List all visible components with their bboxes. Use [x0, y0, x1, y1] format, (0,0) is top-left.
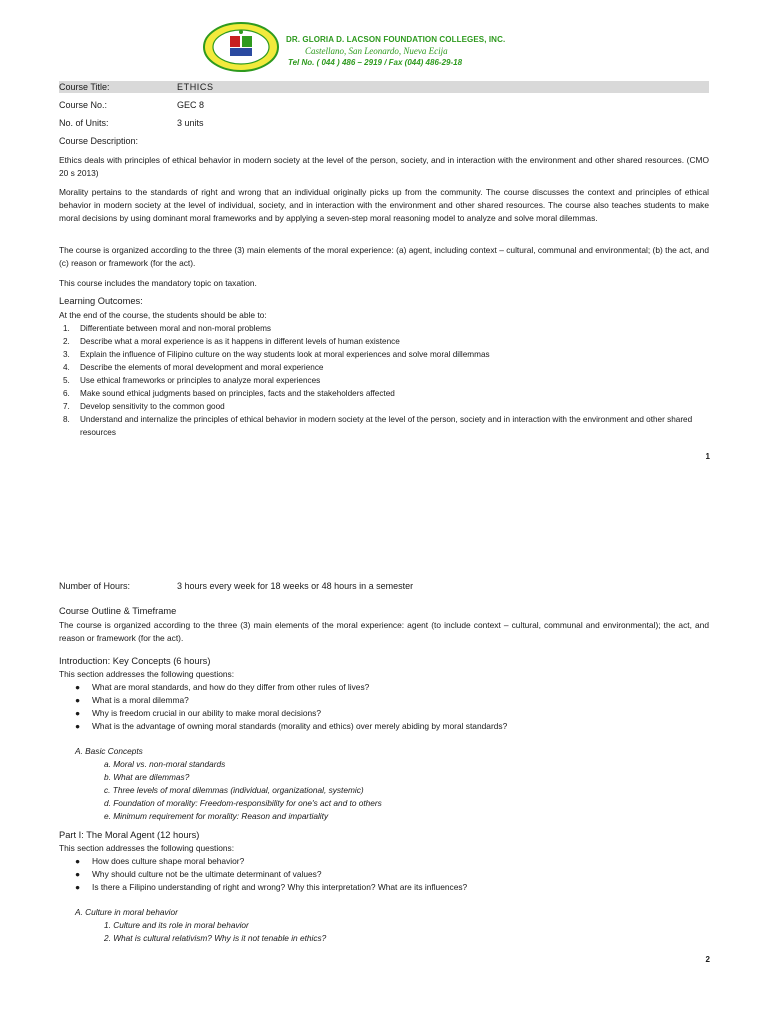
institution-name: DR. GLORIA D. LACSON FOUNDATION COLLEGES, INC.	[286, 35, 506, 44]
basic-concepts-item: c. Three levels of moral dilemmas (individual, organizational, systemic)	[104, 785, 364, 795]
description-paragraph-1: Ethics deals with principles of ethical behavior in modern society at the level of the person, society, and in interaction with the environment and other shared resources. (CMO 20 s 2013)	[59, 155, 709, 178]
units-label: No. of Units:	[59, 118, 109, 128]
course-title-value: ETHICS	[177, 82, 214, 92]
units-value: 3 units	[177, 118, 204, 128]
description-paragraph-4: This course includes the mandatory topic on taxation.	[59, 278, 257, 288]
basic-concepts-item: d. Foundation of morality: Freedom-responsibility for one's act and to others	[104, 798, 382, 808]
institution-address: Castellano, San Leonardo, Nueva Ecija	[305, 46, 448, 56]
culture-item: 2. What is cultural relativism? Why is it not tenable in ethics?	[104, 933, 327, 943]
hours-label: Number of Hours:	[59, 581, 131, 591]
learning-outcomes-heading: Learning Outcomes:	[59, 296, 143, 306]
college-logo	[203, 22, 279, 72]
description-paragraph-2: Morality pertains to the standards of right and wrong that an individual originally picks up from the community. The course discusses the context and principles of ethical behavior in modern society at the level of individual, society, and in interaction with the environment and other shared resources. The course also teaches students to make moral decisions by using dominant moral frameworks and by applying a seven-step moral reasoning model to analyze and solve moral dilemmas.	[59, 187, 709, 223]
course-title-label: Course Title:	[59, 82, 110, 92]
course-no-label: Course No.:	[59, 100, 108, 110]
basic-concepts-item: e. Minimum requirement for morality: Reason and impartiality	[104, 811, 329, 821]
institution-contact: Tel No. ( 044 ) 486 – 2919 / Fax (044) 486-29-18	[288, 58, 463, 67]
intro-heading: Introduction: Key Concepts (6 hours)	[59, 656, 211, 666]
page-number-1: 1	[705, 452, 710, 461]
outline-heading: Course Outline & Timeframe	[59, 606, 177, 616]
course-no-value: GEC 8	[177, 100, 205, 110]
learning-outcomes-intro: At the end of the course, the students should be able to:	[59, 310, 267, 320]
intro-lead: This section addresses the following questions:	[59, 669, 235, 679]
hours-value: 3 hours every week for 18 weeks or 48 hours in a semester	[177, 581, 414, 591]
page-number-2: 2	[705, 955, 710, 964]
part1-heading: Part I: The Moral Agent (12 hours)	[59, 830, 200, 840]
culture-heading: A. Culture in moral behavior	[75, 907, 178, 917]
culture-item: 1. Culture and its role in moral behavior	[104, 920, 249, 930]
part1-lead: This section addresses the following questions:	[59, 843, 235, 853]
basic-concepts-item: a. Moral vs. non-moral standards	[104, 759, 226, 769]
outline-text: The course is organized according to the three (3) main elements of the moral experience: agent (to include context – cultural, communal and environmental); the act, and reason or framework (for the act).	[59, 620, 709, 643]
course-title-bar	[59, 81, 709, 93]
description-paragraph-3: The course is organized according to the three (3) main elements of the moral experience: (a) agent, including context – cultural, communal and environmental; (b) the act, and (c) reason or framework (for the act).	[59, 245, 709, 268]
basic-concepts-heading: A. Basic Concepts	[75, 746, 143, 756]
basic-concepts-item: b. What are dilemmas?	[104, 772, 190, 782]
course-description-label: Course Description:	[59, 136, 139, 146]
